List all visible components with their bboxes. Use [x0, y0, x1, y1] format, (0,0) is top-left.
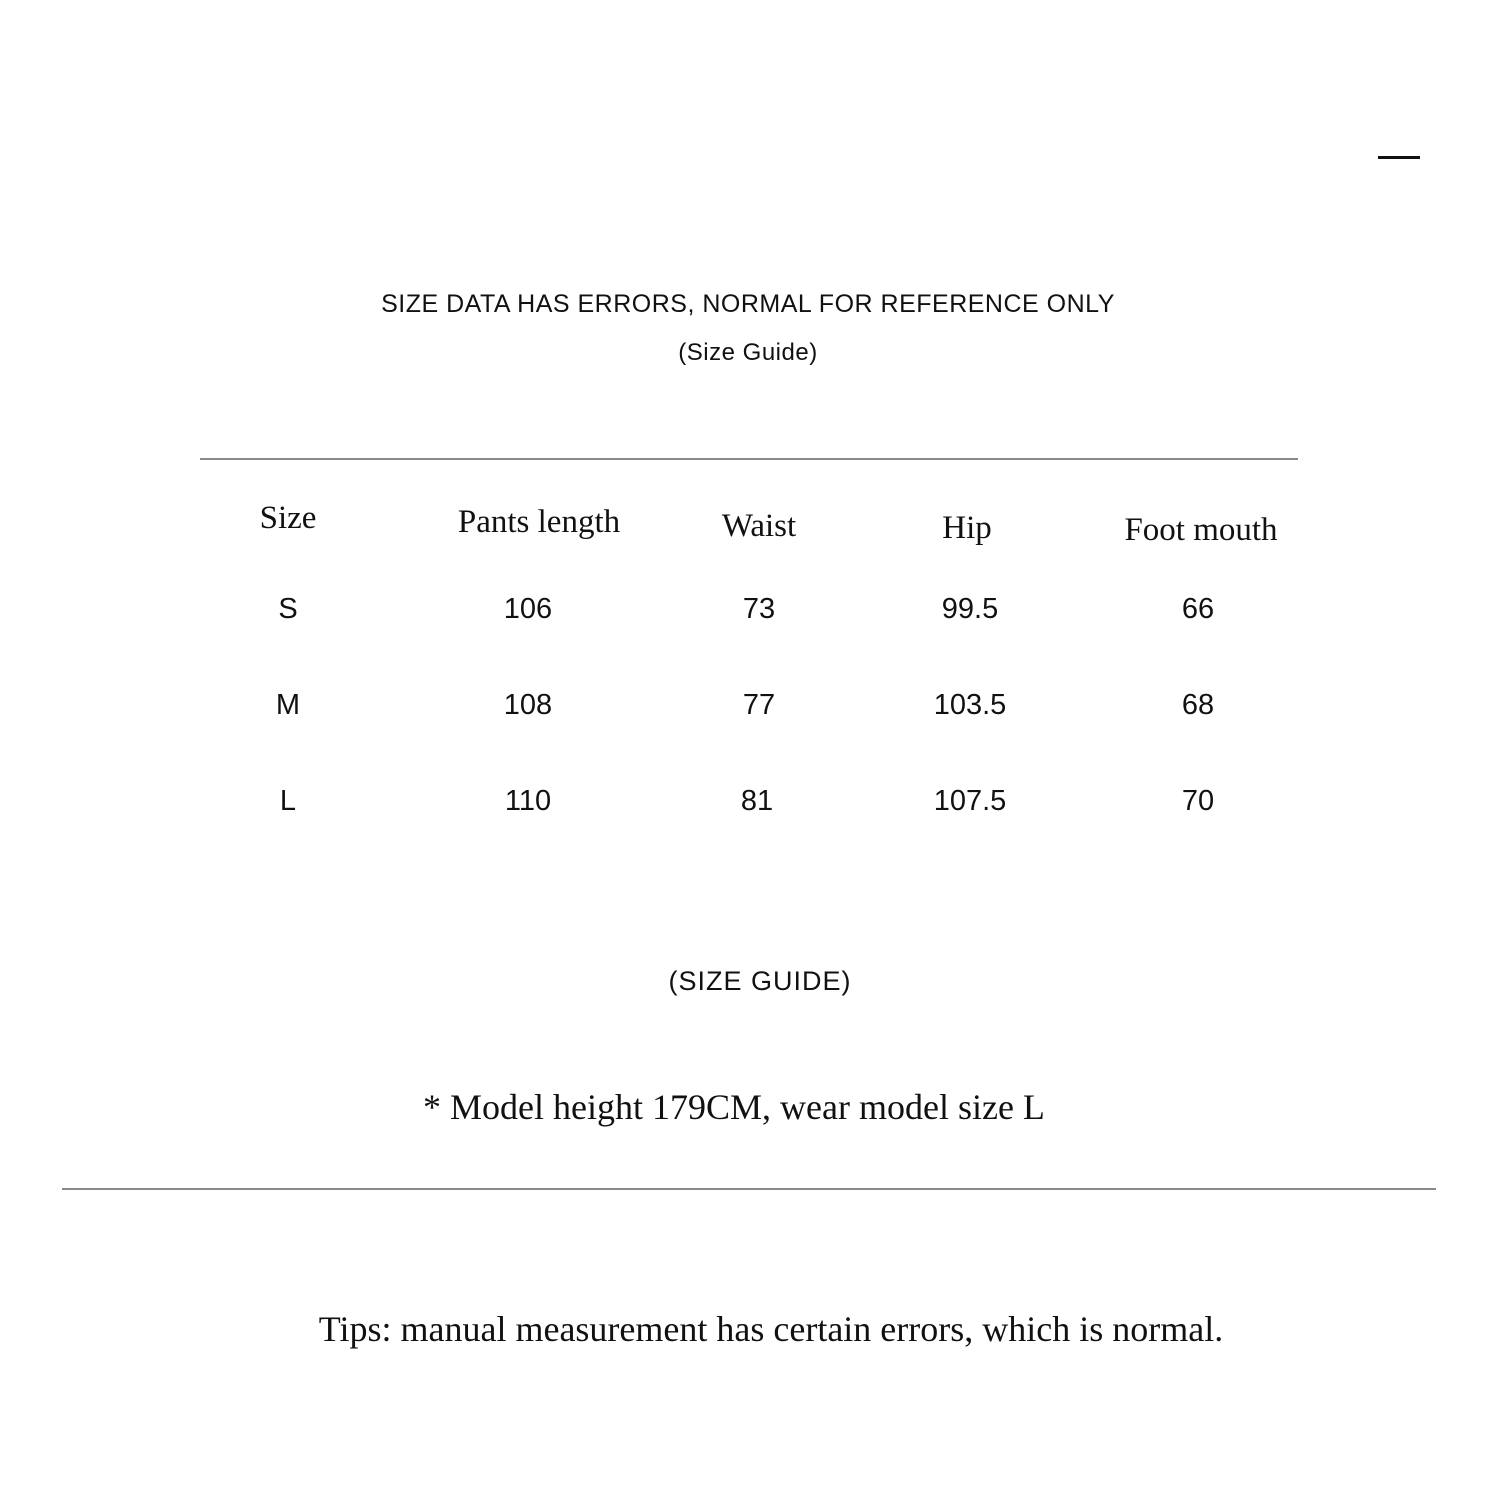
waist-cell: 81 [740, 785, 774, 817]
column-header-hip: Hip [942, 510, 992, 546]
column-header-pants-length: Pants length [457, 504, 621, 540]
size-cell: L [279, 785, 297, 817]
size-guide-label: (SIZE GUIDE) [668, 966, 852, 996]
measurement-tips: Tips: manual measurement has certain errors, which is normal. [318, 1309, 1224, 1349]
waist-cell: 73 [742, 593, 776, 625]
reference-notice: SIZE DATA HAS ERRORS, NORMAL FOR REFERENCE ONLY [381, 290, 1115, 318]
hip-cell: 99.5 [941, 593, 999, 625]
foot-mouth-cell: 70 [1181, 785, 1215, 817]
column-header-size: Size [259, 500, 317, 536]
foot-mouth-cell: 66 [1181, 593, 1215, 625]
pants-length-cell: 108 [503, 689, 553, 721]
foot-mouth-cell: 68 [1181, 689, 1215, 721]
decorative-dash [1378, 156, 1420, 159]
column-header-waist: Waist [721, 508, 797, 544]
size-cell: M [275, 689, 301, 721]
hip-cell: 103.5 [933, 689, 1007, 721]
size-guide-subtitle: (Size Guide) [678, 339, 818, 366]
size-cell: S [278, 593, 298, 625]
pants-length-cell: 106 [503, 593, 553, 625]
top-divider [200, 458, 1298, 460]
hip-cell: 107.5 [933, 785, 1007, 817]
pants-length-cell: 110 [504, 785, 552, 817]
column-header-foot-mouth: Foot mouth [1124, 512, 1278, 548]
model-height-note: * Model height 179CM, wear model size L [423, 1087, 1045, 1127]
waist-cell: 77 [742, 689, 776, 721]
bottom-divider [62, 1188, 1436, 1190]
